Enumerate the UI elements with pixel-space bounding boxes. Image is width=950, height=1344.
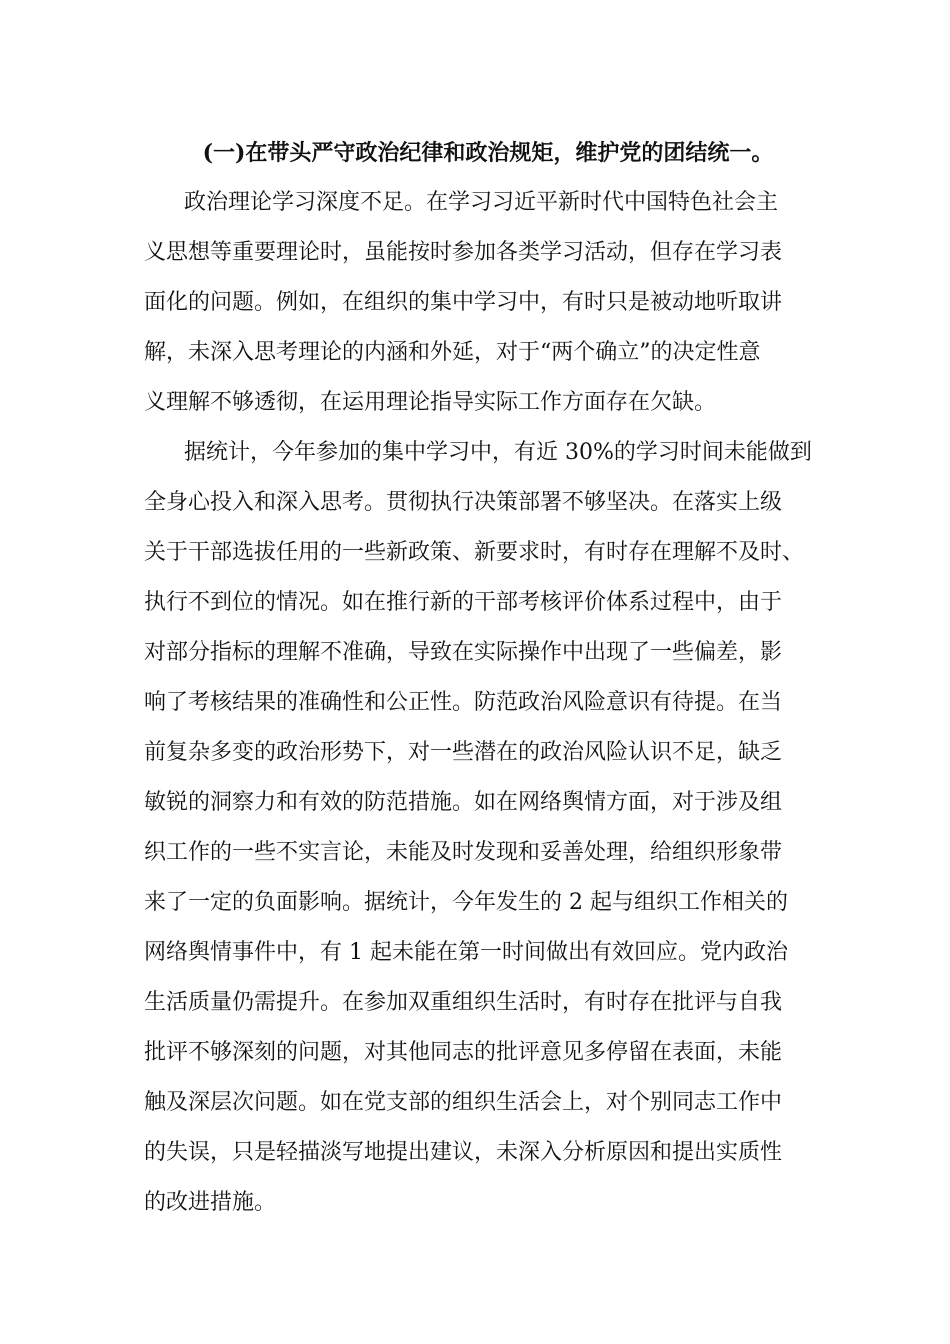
- paragraph-1: [144, 178, 810, 428]
- paragraph-line: 关于干部选拔任用的一些新政策、新要求时，有时存在理解不及时、: [144, 540, 805, 565]
- paragraph-line: 的改进措施。: [144, 1190, 277, 1215]
- paragraph-line: 前复杂多变的政治形势下，对一些潜在的政治风险认识不足，缺乏: [144, 740, 783, 765]
- paragraph-line: 全身心投入和深入思考。贯彻执行决策部署不够坚决。在落实上级: [144, 490, 783, 515]
- paragraph-line: 生活质量仍需提升。在参加双重组织生活时，有时存在批评与自我: [144, 990, 783, 1015]
- paragraph-line: 据统计，今年参加的集中学习中，有近 30%的学习时间未能做到: [184, 440, 812, 465]
- paragraph-2: [144, 428, 810, 1228]
- paragraph-line: 织工作的一些不实言论，未能及时发现和妥善处理，给组织形象带: [144, 840, 783, 865]
- paragraph-line: 政治理论学习深度不足。在学习习近平新时代中国特色社会主: [184, 190, 779, 215]
- paragraph-line: 义思想等重要理论时，虽能按时参加各类学习活动，但存在学习表: [144, 240, 783, 265]
- paragraph-line: 对部分指标的理解不准确，导致在实际操作中出现了一些偏差，影: [144, 640, 783, 665]
- paragraph-line: 义理解不够透彻，在运用理论指导实际工作方面存在欠缺。: [144, 390, 717, 415]
- paragraph-line: 响了考核结果的准确性和公正性。防范政治风险意识有待提。在当: [144, 690, 783, 715]
- paragraph-line: 触及深层次问题。如在党支部的组织生活会上，对个别同志工作中: [144, 1090, 783, 1115]
- paragraph-line: 批评不够深刻的问题，对其他同志的批评意见多停留在表面，未能: [144, 1040, 783, 1065]
- paragraph-line: 来了一定的负面影响。据统计，今年发生的 2 起与组织工作相关的: [144, 890, 788, 915]
- paragraph-line: 网络舆情事件中，有 1 起未能在第一时间做出有效回应。党内政治: [144, 940, 788, 965]
- paragraph-line: 执行不到位的情况。如在推行新的干部考核评价体系过程中，由于: [144, 590, 783, 615]
- paragraph-line: 的失误，只是轻描淡写地提出建议，未深入分析原因和提出实质性: [144, 1140, 783, 1165]
- paragraph-line: 面化的问题。例如，在组织的集中学习中，有时只是被动地听取讲: [144, 290, 783, 315]
- paragraph-line: 解，未深入思考理论的内涵和外延，对于“两个确立”的决定性意: [144, 340, 761, 365]
- section-heading: (一)在带头严守政治纪律和政治规矩，维护党的团结统一。: [202, 140, 774, 166]
- paragraph-line: 敏锐的洞察力和有效的防范措施。如在网络舆情方面，对于涉及组: [144, 790, 783, 815]
